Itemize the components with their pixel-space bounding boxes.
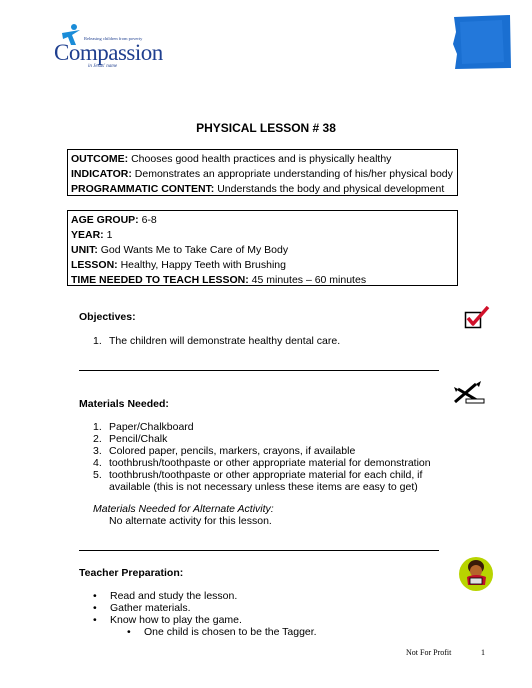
- page-number: 1: [481, 648, 485, 657]
- page-title: PHYSICAL LESSON # 38: [196, 121, 336, 135]
- lesson-info-box: [67, 210, 458, 286]
- objectives-list: [93, 335, 340, 347]
- indicator-row: [71, 167, 454, 182]
- list-item: 3. Colored paper, pencils, markers, crayons, if available: [93, 445, 356, 457]
- alternate-materials: [93, 503, 274, 527]
- unit-label: UNIT:: [71, 244, 98, 256]
- unit-text: God Wants Me to Take Care of My Body: [97, 244, 289, 256]
- list-item: 1. Paper/Chalkboard: [93, 421, 194, 433]
- alternate-text: No alternate activity for this lesson.: [109, 515, 272, 527]
- section-divider: [79, 550, 439, 551]
- unit-row: [71, 243, 454, 258]
- age-label: AGE GROUP:: [71, 214, 139, 226]
- list-item: • Read and study the lesson.: [93, 590, 238, 602]
- lesson-row: [71, 258, 454, 273]
- programmatic-label: PROGRAMMATIC CONTENT:: [71, 183, 215, 195]
- programmatic-text: Understands the body and physical development: [214, 183, 445, 195]
- teacher-icon: [458, 556, 494, 592]
- time-label: TIME NEEDED TO TEACH LESSON:: [71, 274, 249, 286]
- lesson-label: LESSON:: [71, 259, 118, 271]
- time-row: [71, 273, 454, 288]
- outcome-label: OUTCOME:: [71, 153, 129, 165]
- logo-tagline: Releasing children from poverty: [84, 36, 143, 41]
- time-text: 45 minutes – 60 minutes: [248, 274, 367, 286]
- year-row: [71, 228, 454, 243]
- age-row: [71, 213, 454, 228]
- logo-wordmark: Compassion: [54, 40, 163, 65]
- footer-not-for-profit: Not For Profit: [406, 648, 452, 657]
- objectives-heading: Objectives:: [79, 311, 136, 323]
- teacher-prep-heading: Teacher Preparation:: [79, 567, 184, 579]
- list-item: 1. The children will demonstrate healthy dental care.: [93, 335, 341, 347]
- indicator-text: Demonstrates an appropriate understanding of his/her physical body: [131, 168, 453, 180]
- year-text: 1: [103, 229, 113, 241]
- outcome-row: [71, 152, 454, 167]
- lesson-text: Healthy, Happy Teeth with Brushing: [117, 259, 286, 271]
- list-item: 2. Pencil/Chalk: [93, 433, 168, 445]
- year-label: YEAR:: [71, 229, 104, 241]
- alternate-label: Materials Needed for Alternate Activity:: [93, 503, 274, 515]
- compassion-logo: [54, 20, 169, 72]
- list-item: • Gather materials.: [93, 602, 191, 614]
- checkbox-check-icon: [464, 306, 490, 330]
- list-item: 4. toothbrush/toothpaste or other appropriate material for demonstration: [93, 457, 431, 469]
- outcome-text: Chooses good health practices and is physically healthy: [128, 153, 392, 165]
- list-item: 5. toothbrush/toothpaste or other appropriate material for each child, if: [93, 469, 423, 481]
- teacher-prep-list: [93, 590, 317, 638]
- pencil-pen-icon: [452, 380, 486, 406]
- blue-brush-block: [452, 14, 512, 70]
- indicator-label: INDICATOR:: [71, 168, 132, 180]
- age-text: 6-8: [138, 214, 157, 226]
- sub-list-item: • One child is chosen to be the Tagger.: [127, 626, 317, 638]
- section-divider: [79, 370, 439, 371]
- list-item-continuation: available (this is not necessary unless these items are easy to get): [109, 481, 418, 493]
- materials-heading: Materials Needed:: [79, 398, 169, 410]
- programmatic-row: [71, 182, 454, 197]
- outcome-box: [67, 149, 458, 196]
- logo-subline: in Jesus' name: [88, 64, 118, 69]
- materials-list: [93, 421, 431, 493]
- list-item: • Know how to play the game.: [93, 614, 242, 626]
